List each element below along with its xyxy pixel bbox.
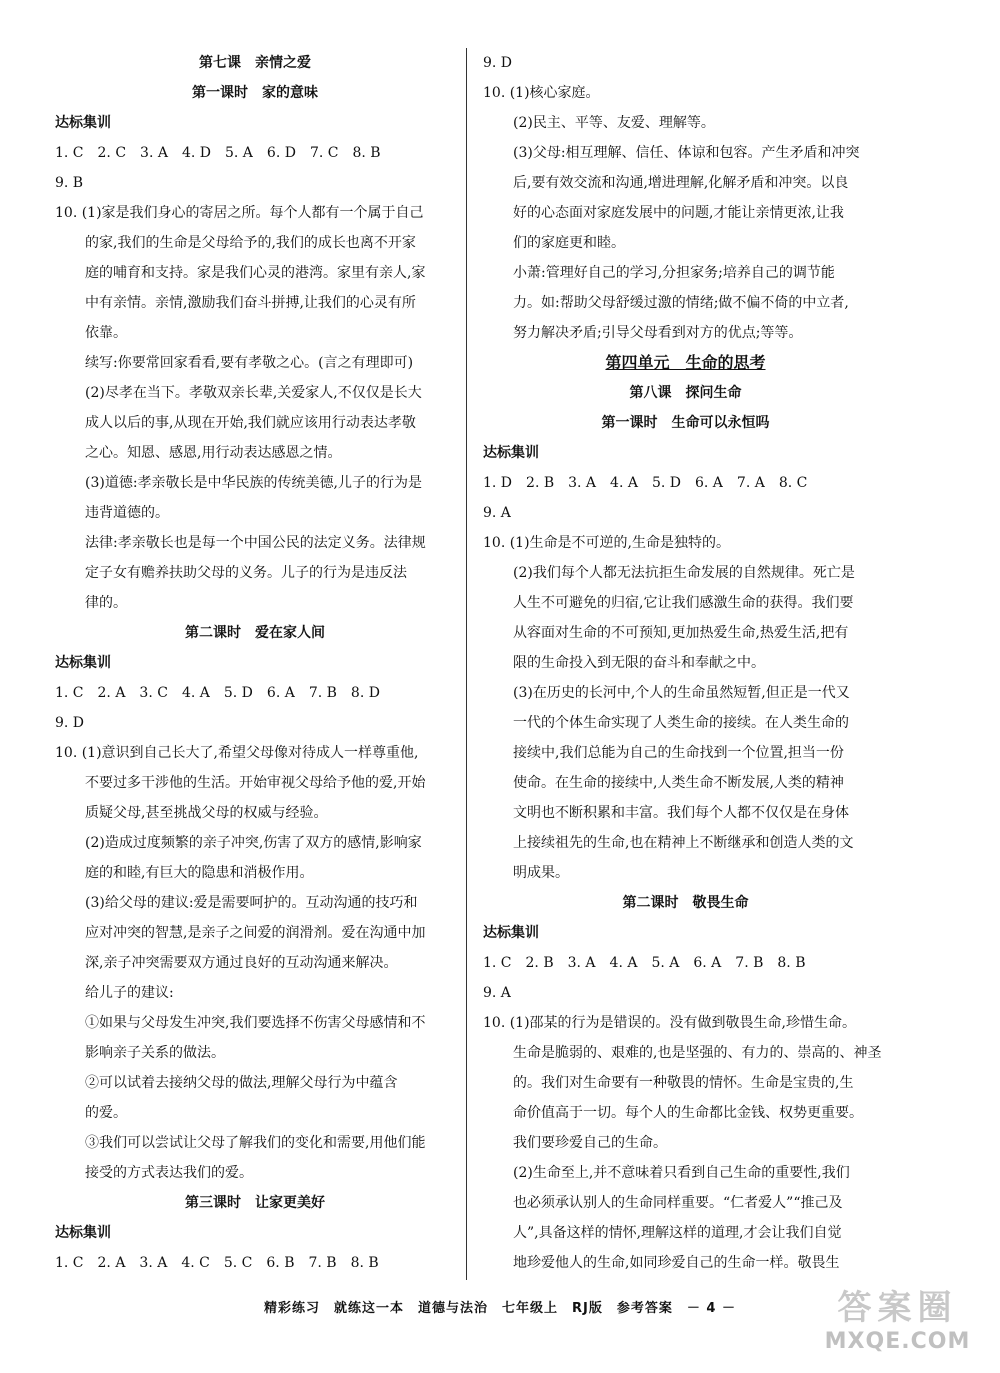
answer-line: 命价值高于一切。每个人的生命都比金钱、权势更重要。 [513, 1105, 863, 1121]
answer-line: 定子女有赡养扶助父母的义务。儿子的行为是违反法 [85, 565, 407, 581]
answer-line: 中有亲情。亲情,激励我们奋斗拼搏,让我们的心灵有所 [85, 295, 416, 311]
answer-line: 10. (1)核心家庭。 [483, 85, 600, 101]
answer-line: 9. B [55, 175, 84, 191]
section-title: 第三课时 让家更美好 [185, 1195, 325, 1211]
answer-line: 质疑父母,甚至挑战父母的权威与经验。 [85, 805, 328, 821]
answer-line: 续写:你要常回家看看,要有孝敬之心。(言之有理即可) [85, 355, 414, 371]
watermark-text: 答案圈 [837, 1288, 958, 1328]
answer-line: 一代的个体生命实现了人类生命的接续。在人类生命的 [513, 715, 849, 731]
unit-title: 第四单元 生命的思考 [605, 353, 766, 372]
answer-line: 力。如:帮助父母舒缓过激的情绪;做不偏不倚的中立者, [513, 295, 849, 311]
answer-line: 1. C 2. A 3. C 4. A 5. D 6. A 7. B 8. D [55, 685, 380, 701]
watermark-logo [810, 1288, 985, 1368]
answer-line: 10. (1)家是我们身心的寄居之所。每个人都有一个属于自己 [55, 205, 424, 221]
page-footer: 精彩练习 就练这一本 道德与法治 七年级上 RJ版 参考答案 － 4 － [264, 1301, 736, 1316]
exercise-heading: 达标集训 [483, 445, 539, 461]
answer-line: 9. A [483, 505, 511, 521]
answer-line: ②可以试着去接纳父母的做法,理解父母行为中蕴含 [85, 1075, 398, 1091]
left-column [55, 48, 455, 1278]
answer-line: 后,要有效交流和沟通,增进理解,化解矛盾和冲突。以良 [513, 175, 849, 191]
answer-line: 成人以后的事,从现在开始,我们就应该用行动表达孝敬 [85, 415, 416, 431]
answer-line: 庭的和睦,有巨大的隐患和消极作用。 [85, 865, 314, 881]
answer-line: 之心。知恩、感恩,用行动表达感恩之情。 [85, 445, 342, 461]
answer-line: (2)尽孝在当下。孝敬双亲长辈,关爱家人,不仅仅是长大 [85, 385, 422, 401]
answer-line: 法律:孝亲敬长也是每一个中国公民的法定义务。法律规 [85, 535, 426, 551]
column-divider [466, 48, 467, 1280]
answer-line: 人”,具备这样的情怀,理解这样的道理,才会让我们自觉 [513, 1225, 842, 1241]
answer-line: 小萧:管理好自己的学习,分担家务;培养自己的调节能 [513, 265, 835, 281]
answer-line: (3)在历史的长河中,个人的生命虽然短暂,但正是一代又 [513, 685, 850, 701]
exercise-heading: 达标集训 [483, 925, 539, 941]
answer-line: 1. C 2. A 3. A 4. C 5. C 6. B 7. B 8. B [55, 1255, 379, 1271]
answer-line: 1. D 2. B 3. A 4. A 5. D 6. A 7. A 8. C [483, 475, 808, 491]
answer-line: 10. (1)生命是不可逆的,生命是独特的。 [483, 535, 730, 551]
answer-line: 1. C 2. C 3. A 4. D 5. A 6. D 7. C 8. B [55, 145, 381, 161]
answer-line: 接续中,我们总能为自己的生命找到一个位置,担当一份 [513, 745, 844, 761]
watermark-url: MXQE.COM [824, 1329, 971, 1354]
section-title: 第一课时 生命可以永恒吗 [601, 415, 770, 431]
section-title: 第二课时 敬畏生命 [622, 895, 749, 911]
right-column [483, 48, 888, 1278]
answer-line: 努力解决矛盾;引导父母看到对方的优点;等等。 [513, 325, 803, 341]
answer-line: (3)父母:相互理解、信任、体谅和包容。产生矛盾和冲突 [513, 145, 860, 161]
answer-line: 使命。在生命的接续中,人类生命不断发展,人类的精神 [513, 775, 844, 791]
answer-line: (2)我们每个人都无法抗拒生命发展的自然规律。死亡是 [513, 565, 855, 581]
lesson-title: 第七课 亲情之爱 [199, 55, 311, 71]
answer-line: 人生不可避免的归宿,它让我们感激生命的获得。我们要 [513, 595, 854, 611]
answer-line: 们的家庭更和睦。 [513, 235, 625, 251]
answer-line: 9. A [483, 985, 511, 1001]
answer-line: 的家,我们的生命是父母给予的,我们的成长也离不开家 [85, 235, 416, 251]
answer-line: 的。我们对生命要有一种敬畏的情怀。生命是宝贵的,生 [513, 1075, 854, 1091]
answer-line: (2)民主、平等、友爱、理解等。 [513, 115, 715, 131]
answer-line: 限的生命投入到无限的奋斗和奉献之中。 [513, 655, 765, 671]
exercise-heading: 达标集训 [55, 655, 111, 671]
answer-line: 不要过多干涉他的生活。开始审视父母给予他的爱,开始 [85, 775, 426, 791]
answer-line: 9. D [483, 55, 513, 71]
answer-line: ③我们可以尝试让父母了解我们的变化和需要,用他们能 [85, 1135, 426, 1151]
answer-line: 明成果。 [513, 865, 569, 881]
answer-line: 上接续祖先的生命,也在精神上不断继承和创造人类的文 [513, 835, 854, 851]
answer-line: 文明也不断积累和丰富。我们每个人都不仅仅是在身体 [513, 805, 849, 821]
answer-line: 庭的哺育和支持。家是我们心灵的港湾。家里有亲人,家 [85, 265, 426, 281]
answer-line: 违背道德的。 [85, 505, 169, 521]
answer-line: 依靠。 [85, 325, 127, 341]
answer-line: 的爱。 [85, 1105, 127, 1121]
answer-line: (2)造成过度频繁的亲子冲突,伤害了双方的感情,影响家 [85, 835, 422, 851]
answer-line: 9. D [55, 715, 85, 731]
lesson-title: 第八课 探问生命 [629, 385, 742, 401]
answer-line: 好的心态面对家庭发展中的问题,才能让亲情更浓,让我 [513, 205, 844, 221]
answer-line: (3)道德:孝亲敬长是中华民族的传统美德,儿子的行为是 [85, 475, 422, 491]
answer-line: 10. (1)意识到自己长大了,希望父母像对待成人一样尊重他, [55, 745, 419, 761]
answer-line: 从容面对生命的不可预知,更加热爱生命,热爱生活,把有 [513, 625, 849, 641]
answer-line: 也必须承认别人的生命同样重要。“仁者爱人”“推己及 [513, 1195, 843, 1211]
answer-line: 应对冲突的智慧,是亲子之间爱的润滑剂。爱在沟通中加 [85, 925, 426, 941]
answer-line: 律的。 [85, 595, 127, 611]
answer-line: 接受的方式表达我们的爱。 [85, 1165, 253, 1181]
answer-line: ①如果与父母发生冲突,我们要选择不伤害父母感情和不 [85, 1015, 426, 1031]
answer-line: 1. C 2. B 3. A 4. A 5. A 6. A 7. B 8. B [483, 955, 806, 971]
answer-line: 生命是脆弱的、艰难的,也是坚强的、有力的、崇高的、神圣 [513, 1045, 882, 1061]
answer-line: 影响亲子关系的做法。 [85, 1045, 225, 1061]
answer-line: 深,亲子冲突需要双方通过良好的互动沟通来解决。 [85, 955, 398, 971]
section-title: 第二课时 爱在家人间 [185, 625, 325, 641]
answer-line: (3)给父母的建议:爱是需要呵护的。互动沟通的技巧和 [85, 895, 418, 911]
exercise-heading: 达标集训 [55, 115, 111, 131]
section-title: 第一课时 家的意味 [192, 85, 318, 101]
answer-line: 我们要珍爱自己的生命。 [513, 1135, 667, 1151]
answer-line: 地珍爱他人的生命,如同珍爱自己的生命一样。敬畏生 [513, 1255, 840, 1271]
exercise-heading: 达标集训 [55, 1225, 111, 1241]
answer-line: (2)生命至上,并不意味着只看到自己生命的重要性,我们 [513, 1165, 850, 1181]
answer-line: 10. (1)邵某的行为是错误的。没有做到敬畏生命,珍惜生命。 [483, 1015, 856, 1031]
answer-line: 给儿子的建议: [85, 985, 174, 1001]
